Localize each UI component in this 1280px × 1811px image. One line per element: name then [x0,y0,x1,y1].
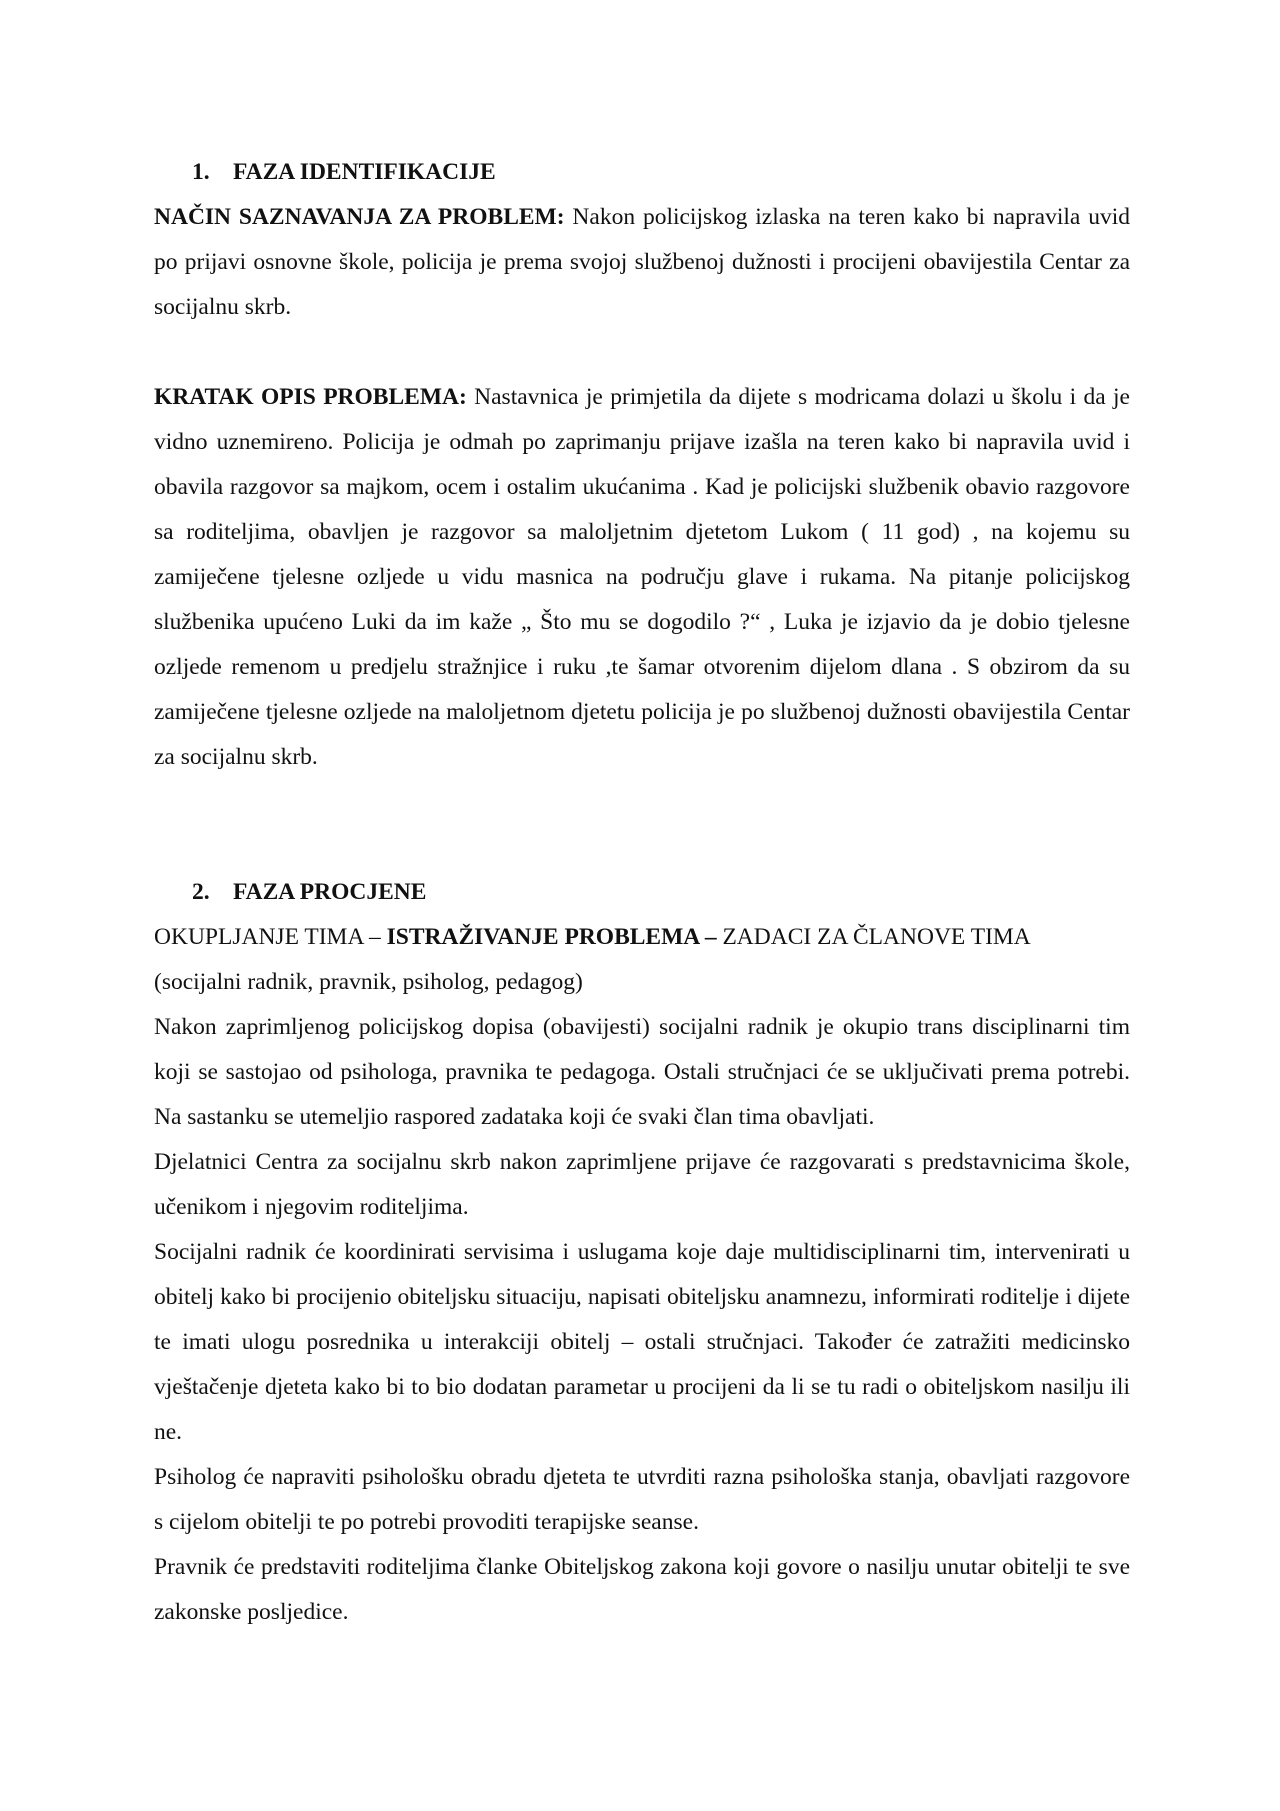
section-number: 1. [192,159,210,185]
paragraph-centre-staff: Djelatnici Centra za socijalnu skrb nakon zaprimljene prijave će razgovarati s predstavnicima škole, učenikom i njegovim roditeljima. [154,1149,1130,1220]
paragraph-text: Nastavnica je primjetila da dijete s modricama dolazi u školu i da je vidno uznemireno. Policija je odmah po zaprimanju prijave izašla na teren kako bi napravila uvid i obavila razgovor sa majkom, ocem i ostalim ukućanima . Kad je policijski službenik obavio razgovore sa roditeljima, obavljen je razgovor sa maloljetnim djetetom Lukom ( 11 god) , na kojemu su zamiječene tjelesne ozljede u vidu masnica na području glave i rukama. Na pitanje policijskog službenika upućeno Luki da im kaže „ Što mu se dogodilo ?“ , Luka je izjavio da je dobio tjelesne ozljede remenom u predjelu stražnjice i ruku ,te šamar otvorenim dijelom dlana . S obzirom da su zamiječene tjelesne ozljede na maloljetnom djetetu policija je po službenoj dužnosti obavijestila Centar za socijalnu skrb. [154,384,1130,770]
paragraph-problem-discovery [154,195,1130,330]
team-subheading [154,915,1130,960]
subheading-part: OKUPLJANJE TIMA – [154,924,387,950]
paragraph-lawyer: Pravnik će predstaviti roditeljima članke Obiteljskog zakona koji govore o nasilju unutar obitelji te sve zakonske posljedice. [154,1554,1130,1625]
subheading-bold-part: ISTRAŽIVANJE PROBLEMA – [386,924,717,950]
document-page [154,150,1130,1635]
team-members: (socijalni radnik, pravnik, psiholog, pedagog) [154,969,583,995]
section-title: FAZA IDENTIFIKACIJE [233,159,496,185]
section-heading-identification [154,150,1130,195]
paragraph-social-worker: Socijalni radnik će koordinirati servisima i uslugama koje daje multidisciplinarni tim, intervenirati u obitelj kako bi procijenio obiteljsku situaciju, napisati obiteljsku anamnezu, informirati roditelje i dijete te imati ulogu posrednika u interakciji obitelj – ostali stručnjaci. Također će zatražiti medicinsko vještačenje djeteta kako bi to bio dodatan parametar u procijeni da li se tu radi o obiteljskom nasilju ili ne. [154,1239,1130,1445]
paragraph-team-formation: Nakon zaprimljenog policijskog dopisa (obavijesti) socijalni radnik je okupio trans disciplinarni tim koji se sastojao od psihologa, pravnika te pedagoga. Ostali stručnjaci će se uključivati prema potrebi. Na sastanku se utemeljio raspored zadataka koji će svaki član tima obavljati. [154,1014,1130,1130]
paragraph-problem-description [154,375,1130,780]
subheading-part: ZADACI ZA ČLANOVE TIMA [716,924,1031,950]
spacer [154,780,1130,870]
section-title: FAZA PROCJENE [233,879,427,905]
section-number: 2. [192,879,210,905]
paragraph-psychologist: Psiholog će napraviti psihološku obradu djeteta te utvrditi razna psihološka stanja, obavljati razgovore s cijelom obitelji te po potrebi provoditi terapijske seanse. [154,1464,1130,1535]
paragraph-label: NAČIN SAZNAVANJA ZA PROBLEM: [154,204,565,230]
section-heading-assessment [154,870,1130,915]
paragraph-text: Nakon policijskog izlaska na teren kako bi napravila uvid po prijavi osnovne škole, policija je prema svojoj službenoj dužnosti i procijeni obavijestila Centar za socijalnu skrb. [154,204,1130,320]
spacer [154,330,1130,375]
paragraph-label: KRATAK OPIS PROBLEMA: [154,384,467,410]
